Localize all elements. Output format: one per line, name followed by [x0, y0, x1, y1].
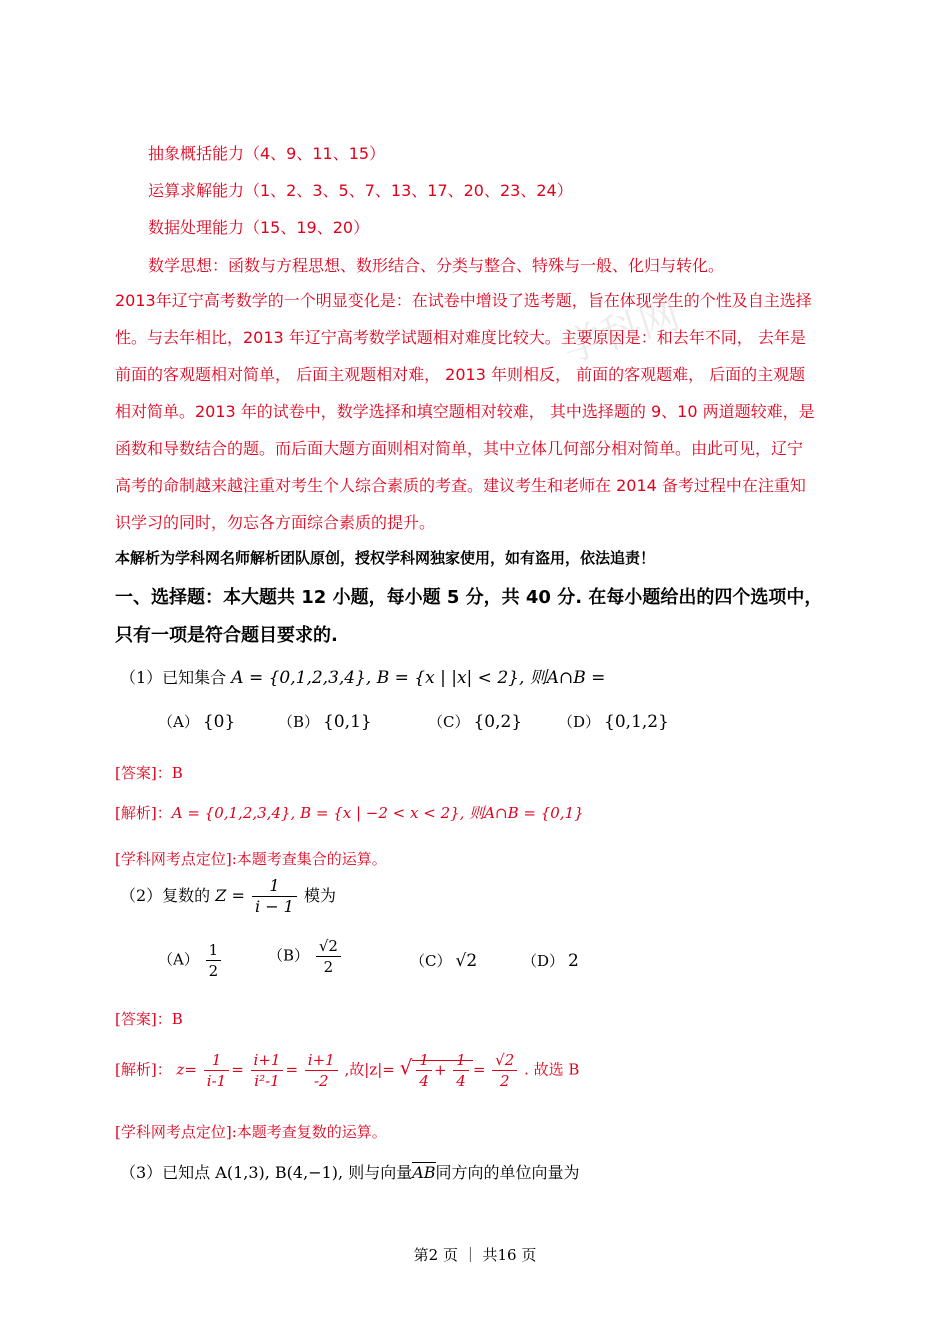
q1-option-d: （D） {0,1,2} [558, 712, 669, 732]
section-heading-cont: 只有一项是符合题目要求的. [115, 625, 338, 646]
commentary-line: 函数和导数结合的题。而后面大题方面则相对简单，其中立体几何部分相对简单。由此可见，辽宁 [115, 439, 804, 458]
q1-knowledge-point: [学科网考点定位]:本题考查集合的运算。 [115, 850, 387, 868]
ability-data: 数据处理能力（15、19、20） [148, 218, 370, 237]
commentary-line: 高考的命制越来越注重对考生个人综合素质的考查。建议考生和老师在 2014 备考过程中在注重知 [115, 476, 806, 495]
ability-computation: 运算求解能力（1、2、3、5、7、13、17、20、23、24） [148, 181, 573, 200]
q2-option-b: （B） $\frac{√2}{2}$ [268, 936, 343, 977]
q2-answer: [答案]：B [115, 1010, 183, 1028]
q1-answer: [答案]：B [115, 764, 183, 782]
commentary-line: 相对简单。2013 年的试卷中，数学选择和填空题相对较难， 其中选择题的 9、10 两道题较难，是 [115, 402, 815, 421]
q1-option-a: （A） {0} [158, 712, 236, 732]
section-heading: 一、选择题：本大题共 12 小题，每小题 5 分，共 40 分. 在每小题给出的四个选项中， [115, 587, 823, 608]
q1-prefix: （1）已知集合 [120, 668, 227, 687]
ability-abstract: 抽象概括能力（4、9、11、15） [148, 144, 386, 163]
copyright-notice: 本解析为学科网名师解析团队原创，授权学科网独家使用，如有盗用，依法追责！ [115, 549, 656, 567]
commentary-line: 2013年辽宁高考数学的一个明显变化是：在试卷中增设了选考题，旨在体现学生的个性及自主选择 [115, 291, 812, 310]
q1-option-b: （B） {0,1} [278, 712, 372, 732]
question-2: （2）复数的 Z = $\frac{1}{i - 1}$ 模为 [120, 876, 336, 916]
q2-option-d: （D） 2 [522, 951, 579, 971]
vector-ab: AB [412, 1163, 436, 1182]
commentary-line: 识学习的同时，勿忘各方面综合素质的提升。 [115, 513, 436, 532]
q1-option-c: （C） {0,2} [428, 712, 523, 732]
q2-option-c: （C） √2 [410, 951, 478, 971]
commentary-line: 性。与去年相比，2013 年辽宁高考数学试题相对难度比较大。主要原因是：和去年不同， 去年是 [115, 328, 806, 347]
q1-analysis: [解析]：A = {0,1,2,3,4}, B = {x | −2 < x < 2}, 则A∩B = {0,1} [115, 804, 584, 822]
question-3: （3）已知点 A(1,3), B(4,−1), 则与向量AB同方向的单位向量为 [120, 1163, 580, 1182]
watermark: 学科网 [556, 291, 686, 373]
page-footer: 第2 页 ｜ 共16 页 [413, 1246, 537, 1264]
q1-expression: A = {0,1,2,3,4}, B = {x | |x| < 2}, 则A∩B = [231, 668, 606, 688]
exam-commentary [115, 282, 840, 541]
q2-option-a: （A） $\frac{1}{2}$ [158, 940, 223, 981]
question-1 [120, 663, 605, 688]
q2-analysis: [解析]： z= $\frac{1}{i-1}$ = $\frac{i+1}{\text{i²-1}}$ = $\frac{i+1}{-2}$ ,故|z|= √ $\frac{1}{4}$ + $\frac{1}{4}$ = $\frac{√2}{2}$ . 故选 B [115, 1051, 580, 1090]
commentary-line: 前面的客观题相对简单， 后面主观题相对难， 2013 年则相反， 前面的客观题难， 后面的主观题 [115, 365, 806, 384]
math-thinking: 数学思想：函数与方程思想、数形结合、分类与整合、特殊与一般、化归与转化。 [148, 256, 725, 275]
q2-knowledge-point: [学科网考点定位]:本题考查复数的运算。 [115, 1123, 387, 1141]
